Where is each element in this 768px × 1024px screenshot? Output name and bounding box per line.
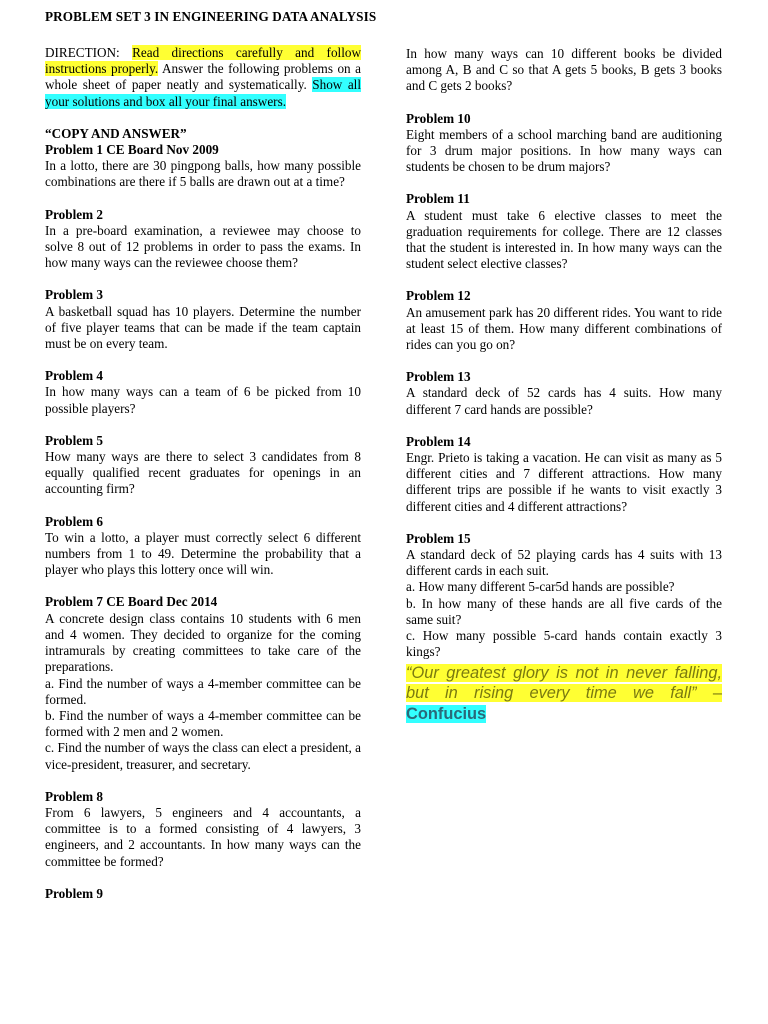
problem-title: Problem 7 CE Board Dec 2014 [45, 594, 218, 610]
problem-title: Problem 6 [45, 513, 103, 529]
problem-title: Problem 4 [45, 368, 103, 384]
problem-3 [45, 287, 361, 352]
problem-text: Eight members of a school marching band are auditioning for 3 drum major positions. In how many ways can students be chosen to be drum majors? [406, 126, 722, 175]
problem-title: Problem 10 [406, 110, 471, 126]
problem-part: b. Find the number of ways a 4-member committee can be formed with 2 men and 2 women. [45, 707, 361, 740]
problem-title: Problem 12 [406, 288, 471, 304]
problem-part: c. How many possible 5-card hands contain exactly 3 kings? [406, 628, 722, 660]
problem-4 [45, 368, 361, 417]
problem-title: Problem 9 [45, 885, 103, 901]
problem-text: In a pre-board examination, a reviewee may choose to solve 8 out of 12 problems in order to pass the exams. In how many ways can the reviewee choose them? [45, 222, 361, 271]
problem-text: A concrete design class contains 10 students with 6 men and 4 women. They decided to organize for the coming intramurals by creating committees to take care of the preparations. [45, 610, 361, 675]
problem-6 [45, 514, 361, 579]
problem-13 [406, 369, 722, 418]
problem-text: In how many ways can 10 different books be divided among A, B and C so that A gets 5 books, B gets 3 books and C gets 2 books? [406, 46, 722, 94]
page-title: PROBLEM SET 3 IN ENGINEERING DATA ANALYSIS [45, 9, 377, 24]
problem-text: An amusement park has 20 different rides. You want to ride at least 15 of them. How many different combinations of rides can you go on? [406, 304, 722, 353]
problem-text: From 6 lawyers, 5 engineers and 4 accountants, a committee is to a formed consisting of 4 lawyers, 3 engineers, and 2 accountants. In how many ways can the committee be formed? [45, 804, 361, 869]
problem-11 [406, 191, 722, 272]
problem-2 [45, 207, 361, 272]
problem-text: A basketball squad has 10 players. Determine the number of five player teams that can be made if the team captain must be on every team. [45, 303, 361, 352]
problem-text: A standard deck of 52 playing cards has 4 suits with 13 different cards in each suit. [406, 547, 722, 579]
problem-text: In a lotto, there are 30 pingpong balls, how many possible combinations are there if 5 balls are drawn out at a time? [45, 158, 361, 190]
problem-text: Engr. Prieto is taking a vacation. He can visit as many as 5 different cities and 7 different attractions. How many different trips are possible if he wants to visit exactly 3 different cities and 4 different attractions? [406, 450, 722, 514]
problem-8 [45, 789, 361, 870]
problem-text: How many ways are there to select 3 candidates from 8 equally qualified recent graduates for openings in an accounting firm? [45, 449, 361, 497]
problem-title: Problem 8 [45, 788, 103, 804]
problem-title: Problem 13 [406, 369, 471, 385]
right-column [406, 46, 722, 724]
problem-14 [406, 434, 722, 515]
quote-author: Confucius [406, 704, 487, 723]
problem-title: Problem 1 CE Board Nov 2009 [45, 142, 219, 158]
problem-text: A student must take 6 elective classes to meet the graduation requirements for college. There are 12 classes that the student is interested in. In how many ways can the student select elective classes? [406, 207, 722, 272]
problem-title: Problem 15 [406, 530, 471, 546]
direction-highlight-yellow: Read directions carefully and follow instructions properly. [45, 45, 361, 77]
problem-part: b. In how many of these hands are all five cards of the same suit? [406, 595, 722, 627]
quote-text: “Our greatest glory is not in never falling, but in rising every time we fall” [406, 663, 722, 702]
problem-part: c. Find the number of ways the class can elect a president, a vice-president, treasurer, and secretary. [45, 740, 361, 772]
direction-highlight-cyan: Show all your solutions and box all your final answers. [45, 77, 361, 109]
problem-part: a. How many different 5-car5d hands are possible? [406, 579, 675, 595]
problem-text: To win a lotto, a player must correctly select 6 different numbers from 1 to 49. Determine the probability that a player who plays this lottery once will win. [45, 529, 361, 578]
problem-5 [45, 433, 361, 498]
problem-text: A standard deck of 52 cards has 4 suits. How many different 7 card hands are possible? [406, 385, 722, 417]
left-column [45, 45, 361, 902]
problem-1 [45, 142, 361, 191]
problem-title: Problem 5 [45, 432, 103, 448]
problem-part: a. Find the number of ways a 4-member committee can be formed. [45, 675, 361, 707]
problem-text: In how many ways can a team of 6 be picked from 10 possible players? [45, 384, 361, 416]
problem-title: Problem 2 [45, 206, 103, 222]
direction-label: DIRECTION: [45, 45, 133, 60]
problem-title: Problem 3 [45, 287, 103, 303]
problem-12 [406, 288, 722, 353]
problem-9-heading [45, 886, 361, 902]
quote-dash: – [696, 684, 722, 702]
direction-text: Answer the following problems on a whole sheet of paper neatly and systematically. [45, 61, 362, 93]
copy-and-answer-heading: “COPY AND ANSWER” [45, 125, 187, 141]
confucius-quote [406, 663, 722, 725]
problem-title: Problem 14 [406, 433, 471, 449]
problem-15 [406, 531, 722, 661]
problem-10 [406, 111, 722, 176]
direction-paragraph [45, 45, 361, 110]
problem-title: Problem 11 [406, 191, 470, 207]
problem-7 [45, 594, 361, 772]
